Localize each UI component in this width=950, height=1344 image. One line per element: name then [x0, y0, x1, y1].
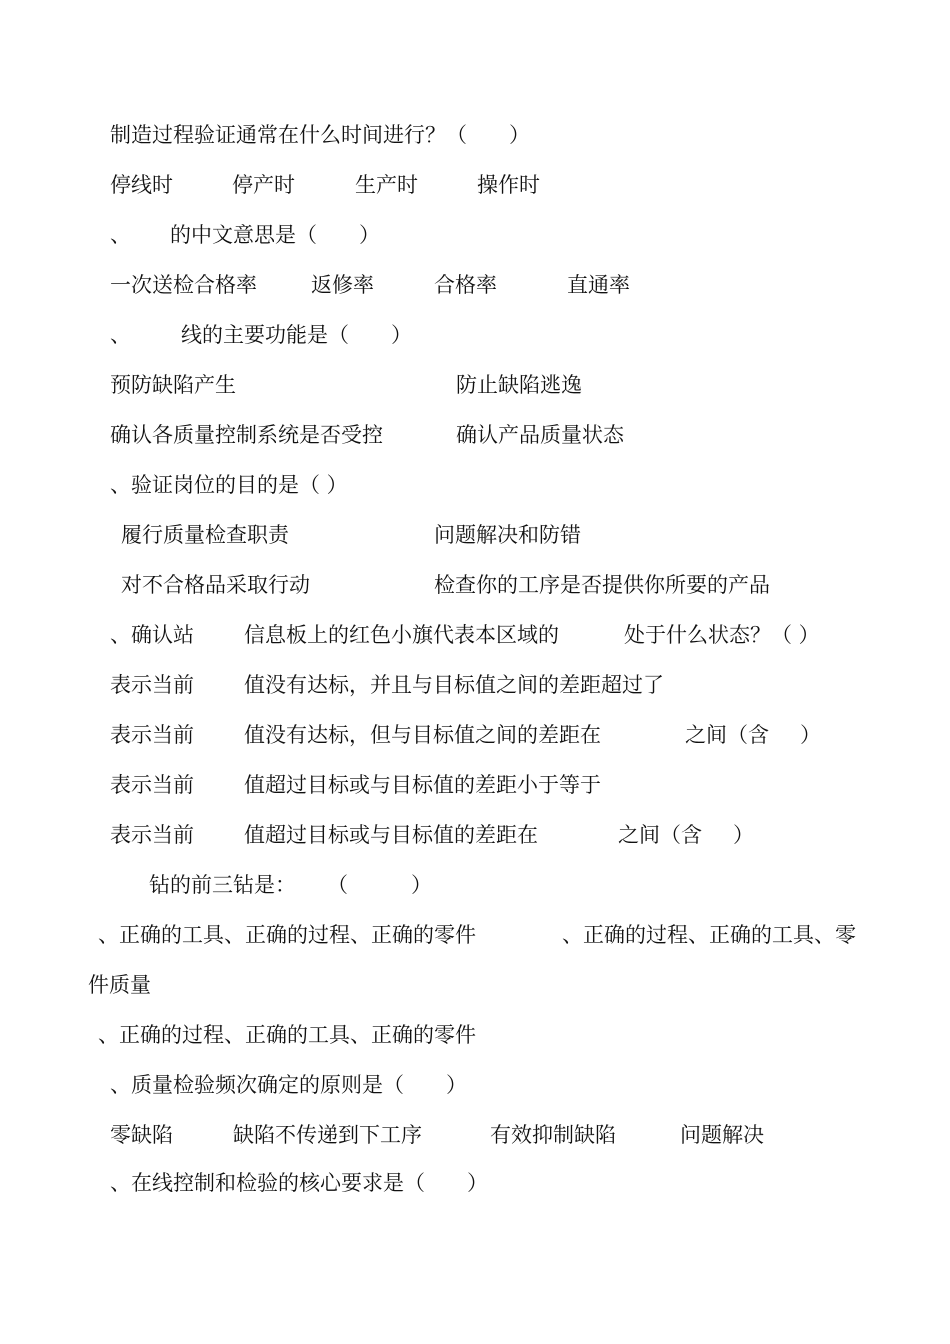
option-c: 对不合格品采取行动 [121, 573, 310, 597]
question-3-options-row-2 [0, 418, 950, 452]
option-c: 确认各质量控制系统是否受控 [110, 423, 383, 447]
question-3-options-row-1 [0, 368, 950, 402]
question-2-stem [0, 218, 950, 252]
option-a: 零缺陷 [110, 1123, 173, 1147]
question-text: 钻的前三钻是： [149, 873, 296, 897]
question-text: 、质量检验频次确定的原则是（ ） [110, 1073, 467, 1097]
option-a: 履行质量检查职责 [121, 523, 289, 547]
option-c: 、正确的过程、正确的工具、正确的零件 [98, 1023, 476, 1047]
option-prefix: 表示当前 [110, 673, 194, 697]
question-6-stem [0, 868, 950, 902]
question-number-separator: 、 [110, 323, 131, 347]
option-c: 生产时 [355, 173, 418, 197]
option-range-text: 之间（含 [685, 723, 769, 747]
option-b: 缺陷不传递到下工序 [233, 1123, 422, 1147]
question-7-options [0, 1118, 950, 1152]
option-a: 停线时 [110, 173, 173, 197]
question-text-part-2: 信息板上的红色小旗代表本区域的 [244, 623, 559, 647]
question-text: 制造过程验证通常在什么时间进行？（ ） [110, 123, 530, 147]
question-1-options [0, 168, 950, 202]
option-text: 值没有达标，但与目标值之间的差距在 [244, 723, 601, 747]
question-3-stem [0, 318, 950, 352]
question-6-options-row-1 [0, 918, 950, 952]
option-b: 停产时 [232, 173, 295, 197]
option-prefix: 表示当前 [110, 723, 194, 747]
question-text-part-1: 、确认站 [110, 623, 194, 647]
question-4-stem [0, 468, 950, 502]
question-text: 、在线控制和检验的核心要求是（ ） [110, 1171, 488, 1195]
option-d: 操作时 [477, 173, 540, 197]
option-text: 值超过目标或与目标值的差距在 [244, 823, 538, 847]
question-5-option-a [0, 668, 950, 702]
question-number-separator: 、 [110, 223, 131, 247]
option-closing-paren: ） [800, 723, 821, 747]
option-closing-paren: ） [733, 823, 754, 847]
question-text: 线的主要功能是（ ） [181, 323, 412, 347]
option-range-text: 之间（含 [618, 823, 702, 847]
question-text: 、验证岗位的目的是（ ） [110, 473, 348, 497]
option-d: 检查你的工序是否提供你所要的产品 [434, 573, 770, 597]
question-7-stem [0, 1068, 950, 1102]
question-5-stem [0, 618, 950, 652]
option-b: 返修率 [311, 273, 374, 297]
question-text: 的中文意思是（ ） [170, 223, 380, 247]
option-b: 问题解决和防错 [434, 523, 581, 547]
option-b-continued: 件质量 [88, 973, 151, 997]
option-b: 、正确的过程、正确的工具、零 [562, 923, 856, 947]
option-text: 值超过目标或与目标值的差距小于等于 [244, 773, 601, 797]
option-c: 合格率 [434, 273, 497, 297]
answer-parens: （ ） [327, 873, 432, 897]
question-1-stem [0, 118, 950, 152]
question-2-options [0, 268, 950, 302]
question-5-option-c [0, 768, 950, 802]
option-a: 预防缺陷产生 [110, 373, 236, 397]
option-a: 、正确的工具、正确的过程、正确的零件 [98, 923, 476, 947]
option-a: 一次送检合格率 [110, 273, 257, 297]
question-4-options-row-2 [0, 568, 950, 602]
option-c: 有效抑制缺陷 [490, 1123, 616, 1147]
option-b: 防止缺陷逃逸 [456, 373, 582, 397]
option-text: 值没有达标，并且与目标值之间的差距超过了 [244, 673, 664, 697]
question-8-stem [0, 1166, 950, 1200]
question-5-option-d [0, 818, 950, 852]
question-text-part-3: 处于什么状态？（ ） [624, 623, 820, 647]
question-4-options-row-1 [0, 518, 950, 552]
option-d: 直通率 [567, 273, 630, 297]
question-5-option-b [0, 718, 950, 752]
question-6-options-row-2 [0, 1018, 950, 1052]
option-d: 问题解决 [680, 1123, 764, 1147]
option-prefix: 表示当前 [110, 773, 194, 797]
option-prefix: 表示当前 [110, 823, 194, 847]
option-d: 确认产品质量状态 [456, 423, 624, 447]
question-6-options-row-1-continued [0, 968, 950, 1002]
